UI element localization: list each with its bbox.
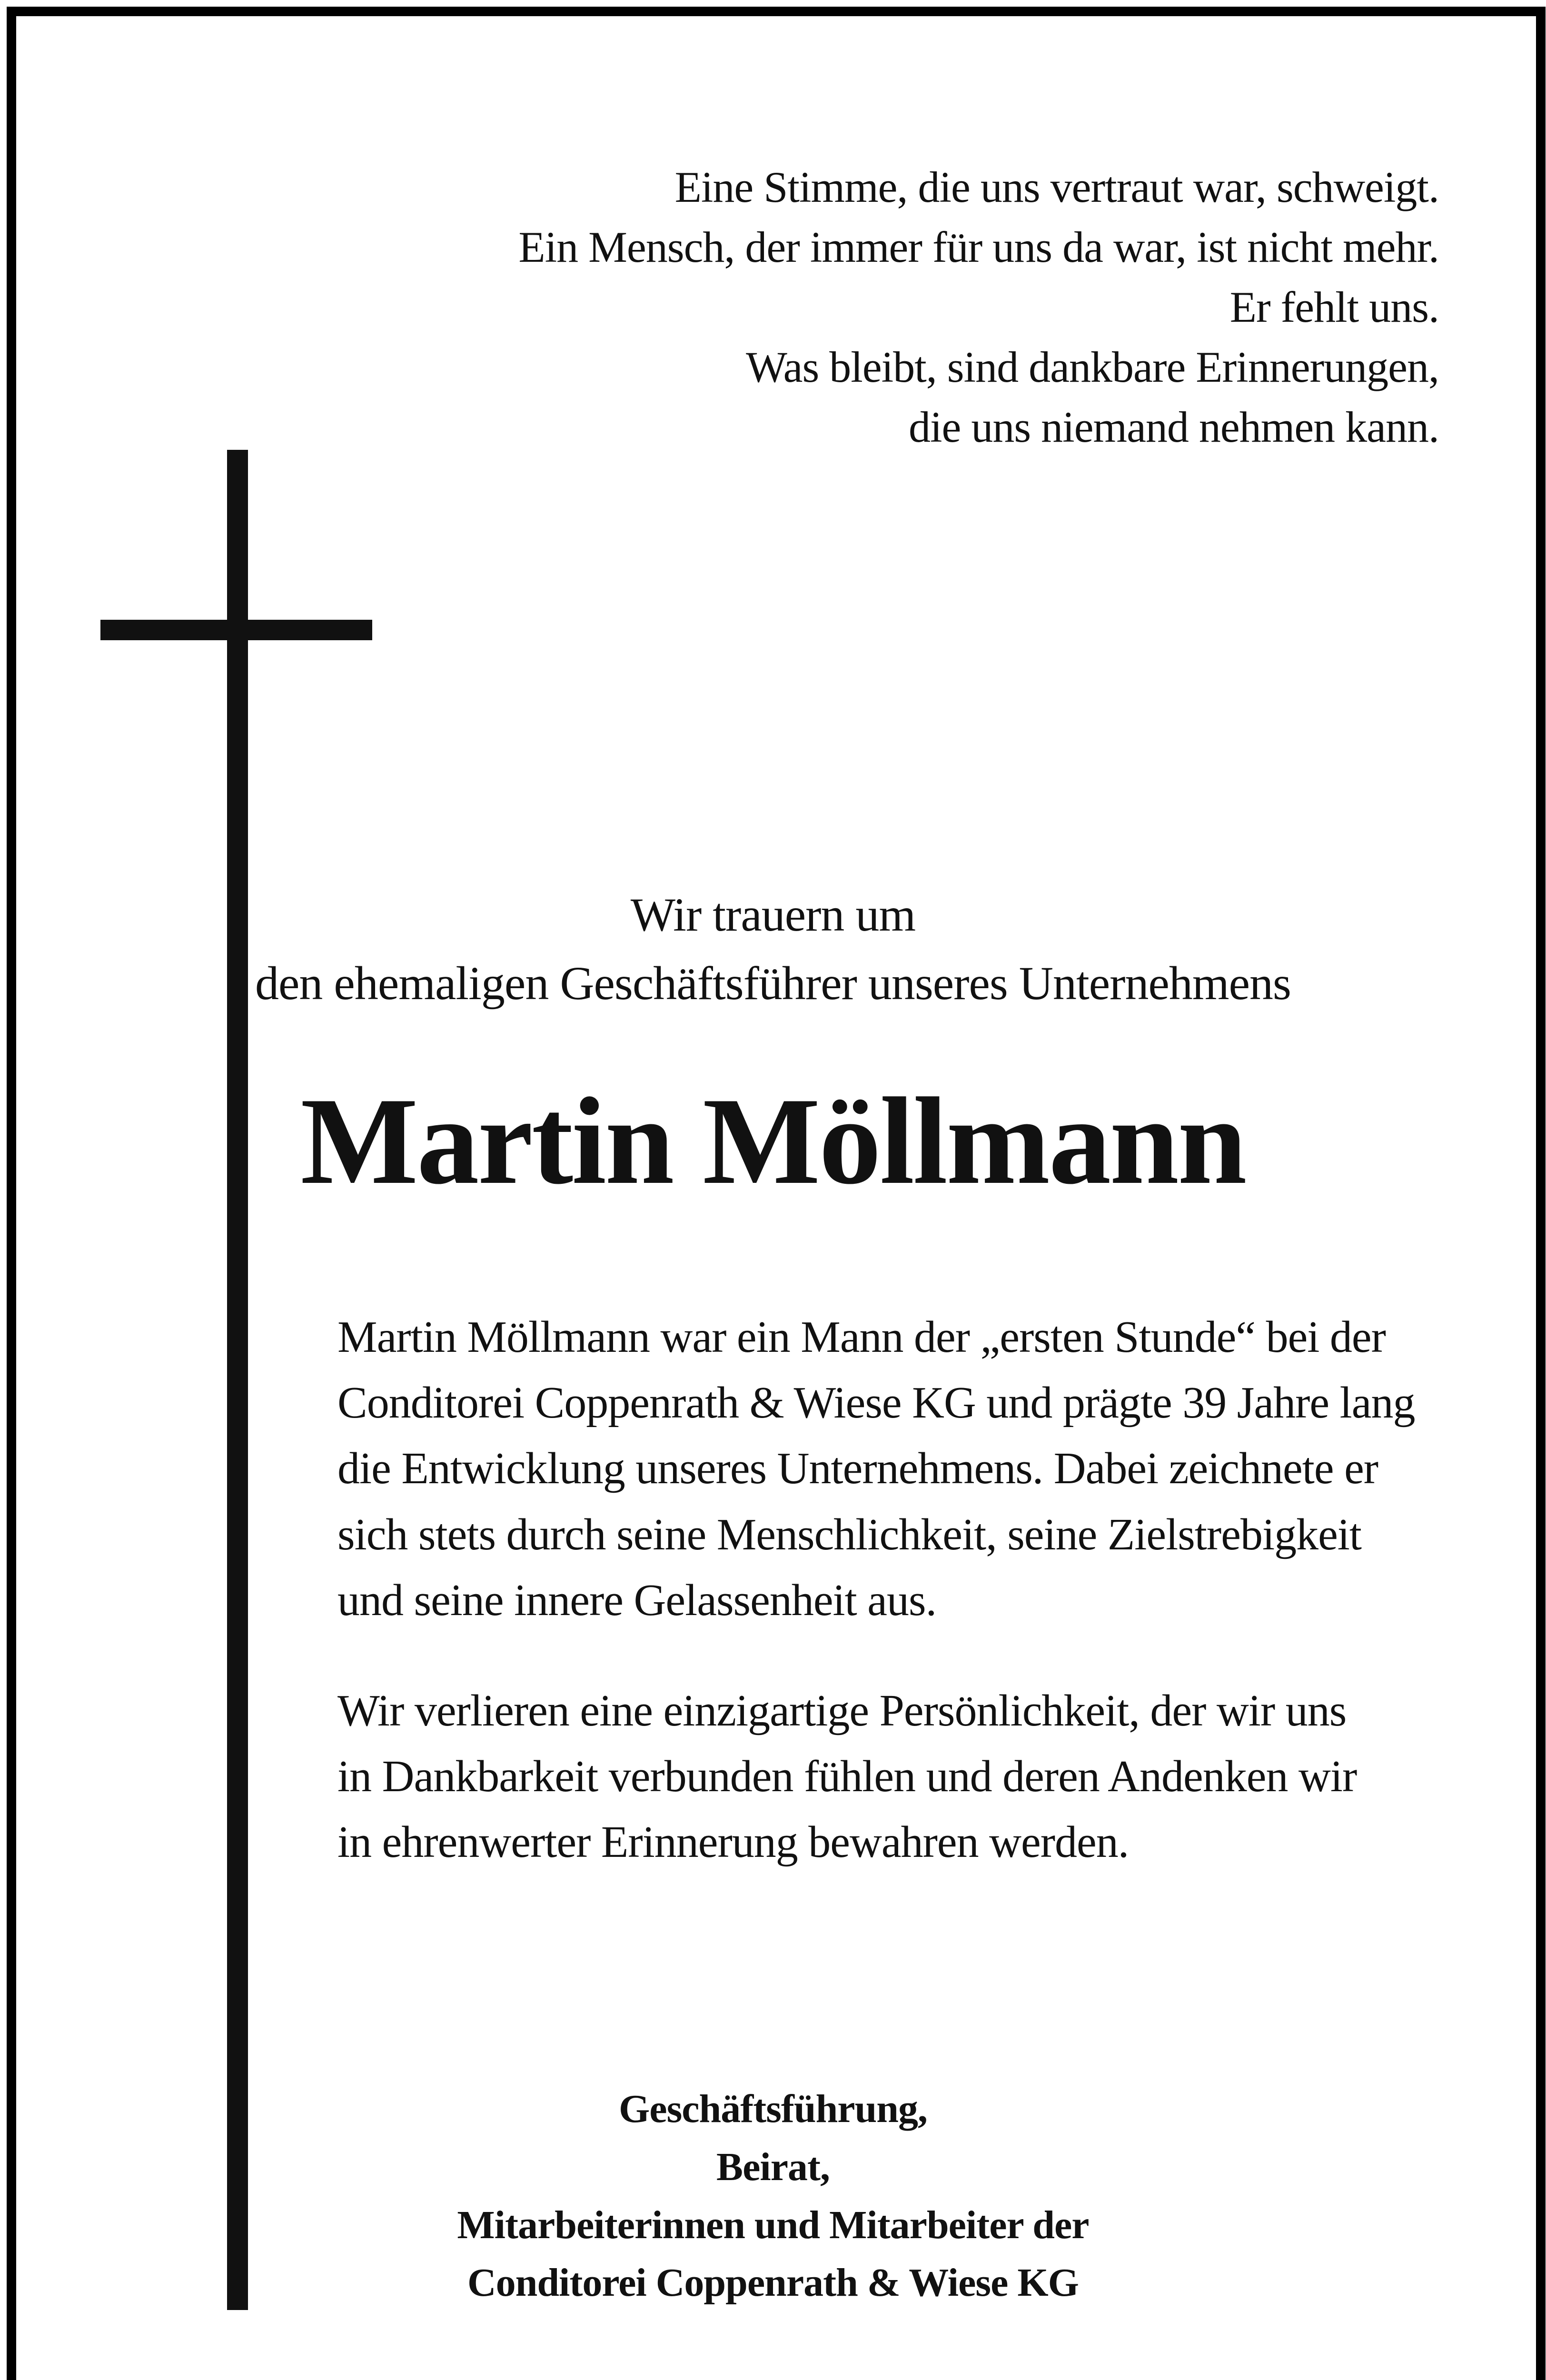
paragraph-line: sich stets durch seine Menschlichkeit, seine Zielstrebigkeit <box>337 1509 1362 1559</box>
signature-block <box>0 2080 1546 2312</box>
verse-line: Eine Stimme, die uns vertraut war, schweigt. <box>674 163 1439 211</box>
paragraph-line: in Dankbarkeit verbunden fühlen und deren Andenken wir <box>337 1752 1357 1802</box>
signature-line: Geschäftsführung, <box>618 2087 928 2131</box>
paragraph-line: Wir verlieren eine einzigartige Persönlichkeit, der wir uns <box>337 1686 1347 1735</box>
verse-line: Was bleibt, sind dankbare Erinnerungen, <box>746 343 1439 392</box>
mourning-intro <box>0 881 1546 1018</box>
paragraph-line: und seine innere Gelassenheit aus. <box>337 1575 937 1625</box>
verse-line: die uns niemand nehmen kann. <box>908 403 1439 452</box>
signature-line: Mitarbeiterinnen und Mitarbeiter der <box>457 2202 1089 2247</box>
tribute-paragraph-2 <box>337 1678 1447 1875</box>
tribute-paragraph-1 <box>337 1304 1447 1633</box>
paragraph-line: die Entwicklung unseres Unternehmens. Dabei zeichnete er <box>337 1444 1378 1494</box>
verse-line: Ein Mensch, der immer für uns da war, ist nicht mehr. <box>518 223 1439 272</box>
paragraph-line: in ehrenwerter Erinnerung bewahren werden. <box>337 1817 1129 1867</box>
verse-line: Er fehlt uns. <box>1229 283 1439 332</box>
paragraph-line: Conditorei Coppenrath & Wiese KG und prägte 39 Jahre lang <box>337 1378 1415 1428</box>
signature-line: Beirat, <box>716 2144 830 2189</box>
cross-vertical-bar <box>227 450 248 2310</box>
paragraph-line: Martin Möllmann war ein Mann der „ersten Stunde“ bei der <box>337 1312 1386 1362</box>
intro-line: den ehemaligen Geschäftsführer unseres Unternehmens <box>255 957 1291 1010</box>
deceased-name: Martin Möllmann <box>300 1072 1246 1210</box>
signature-line: Conditorei Coppenrath & Wiese KG <box>467 2261 1079 2305</box>
memorial-verse <box>518 157 1439 457</box>
cross-horizontal-bar <box>100 620 372 640</box>
intro-line: Wir trauern um <box>630 888 916 941</box>
